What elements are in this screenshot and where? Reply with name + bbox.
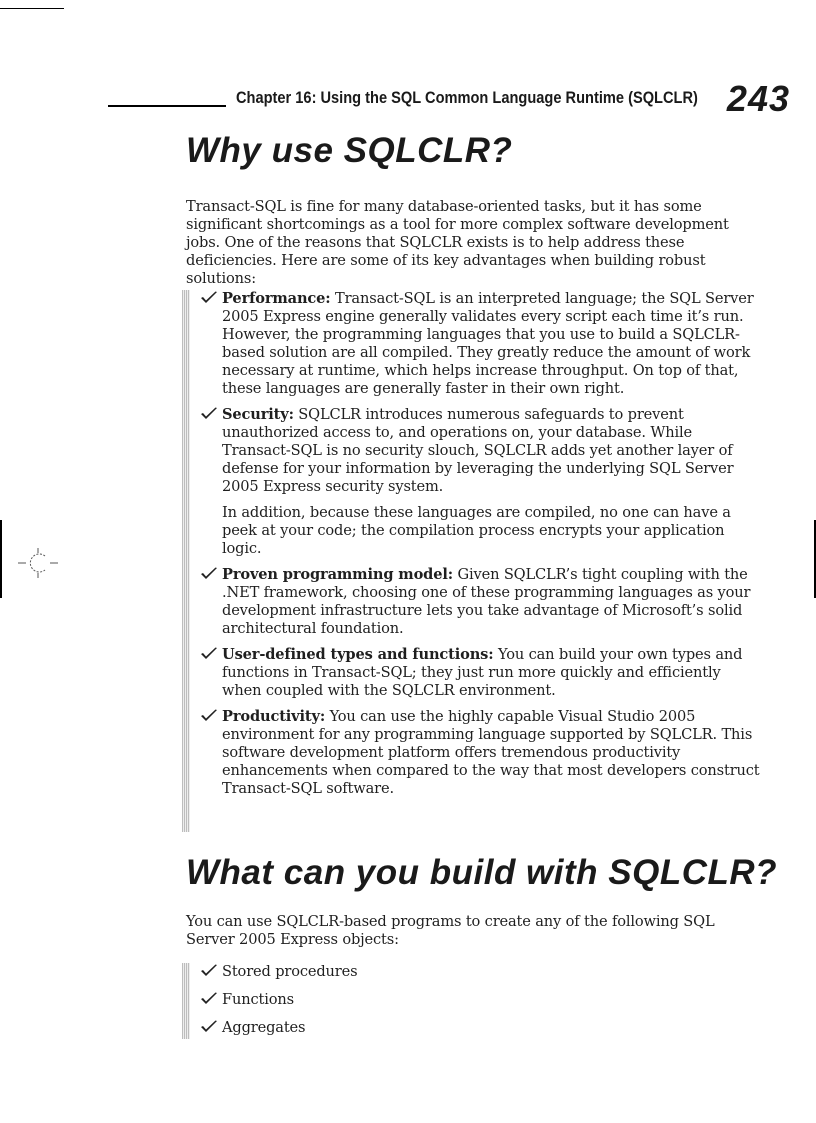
section-intro-paragraph: You can use SQLCLR-based programs to create any of the following SQL Server 2005 Express objects: bbox=[186, 913, 715, 948]
checkmark-icon bbox=[200, 567, 218, 581]
section-heading-why: Why use SQLCLR? bbox=[186, 131, 513, 170]
bullet-text: Transact-SQL is an interpreted language; the SQL Server 2005 Express engine generally validates every script each time it’s run. However, the programming languages that you use to build a SQLCLR-based solution are all compiled. They greatly reduce the amount of work necessary at runtime, which helps increase throughput. On top of that, these languages are generally faster in their own right. bbox=[222, 290, 754, 397]
bullet-lead: Security: bbox=[222, 406, 294, 423]
crop-mark-top bbox=[0, 8, 64, 9]
page-number: 243 bbox=[726, 78, 790, 119]
running-header bbox=[108, 80, 792, 120]
list-item bbox=[200, 406, 760, 496]
bullet-text: You can build your own types and functions in Transact-SQL; they just run more quickly and efficiently when coupled with the SQLCLR environment. bbox=[222, 646, 743, 699]
checkmark-icon bbox=[200, 992, 218, 1006]
header-rule bbox=[108, 105, 226, 107]
list-item bbox=[200, 963, 500, 981]
bullet-lead: User-defined types and functions: bbox=[222, 646, 494, 663]
bullet-text: You can use the highly capable Visual Studio 2005 environment for any programming language supported by SQLCLR. This software development platform offers tremendous productivity enhancements when compared to the way that most developers construct Transact-SQL software. bbox=[222, 708, 760, 797]
checkmark-icon bbox=[200, 291, 218, 305]
section-intro-paragraph: Transact-SQL is fine for many database-oriented tasks, but it has some significant shortcomings as a tool for more complex software development jobs. One of the reasons that SQLCLR exists is to help address these deficiencies. Here are some of its key advantages when building robust solutions: bbox=[186, 198, 729, 287]
checkmark-icon bbox=[200, 407, 218, 421]
bullet-text: Stored procedures bbox=[222, 963, 358, 980]
checkmark-icon bbox=[200, 709, 218, 723]
bullet-lead: Proven programming model: bbox=[222, 566, 453, 583]
list-item bbox=[200, 566, 760, 638]
section-heading-what: What can you build with SQLCLR? bbox=[186, 853, 778, 892]
list-item bbox=[200, 708, 760, 798]
bullet-text: Aggregates bbox=[222, 1019, 306, 1036]
bullet-text: SQLCLR introduces numerous safeguards to prevent unauthorized access to, and operations on, your database. While Transact-SQL is no security slouch, SQLCLR adds yet another layer of defense for your information by leveraging the underlying SQL Server 2005 Express security system. bbox=[222, 406, 734, 495]
checkmark-icon bbox=[200, 964, 218, 978]
advantages-list bbox=[182, 290, 760, 832]
bullet-text: Functions bbox=[222, 991, 294, 1008]
bullet-lead: Productivity: bbox=[222, 708, 326, 725]
bullet-continuation: In addition, because these languages are compiled, no one can have a peek at your code; the compilation process encrypts your application logic. bbox=[222, 504, 731, 557]
list-item bbox=[200, 991, 500, 1009]
registration-mark-icon bbox=[18, 548, 58, 578]
objects-list bbox=[182, 963, 500, 1039]
checkmark-icon bbox=[200, 647, 218, 661]
checkmark-icon bbox=[200, 1020, 218, 1034]
bullet-text: Given SQLCLR’s tight coupling with the .NET framework, choosing one of these programming languages as your development infrastructure lets you take advantage of Microsoft’s solid architectural foundation. bbox=[222, 566, 751, 637]
margin-line-left bbox=[0, 520, 2, 598]
list-item bbox=[200, 646, 760, 700]
chapter-title: Chapter 16: Using the SQL Common Language Runtime (SQLCLR) bbox=[236, 88, 698, 107]
bullet-lead: Performance: bbox=[222, 290, 331, 307]
list-item bbox=[200, 290, 760, 398]
list-item bbox=[200, 1019, 500, 1037]
